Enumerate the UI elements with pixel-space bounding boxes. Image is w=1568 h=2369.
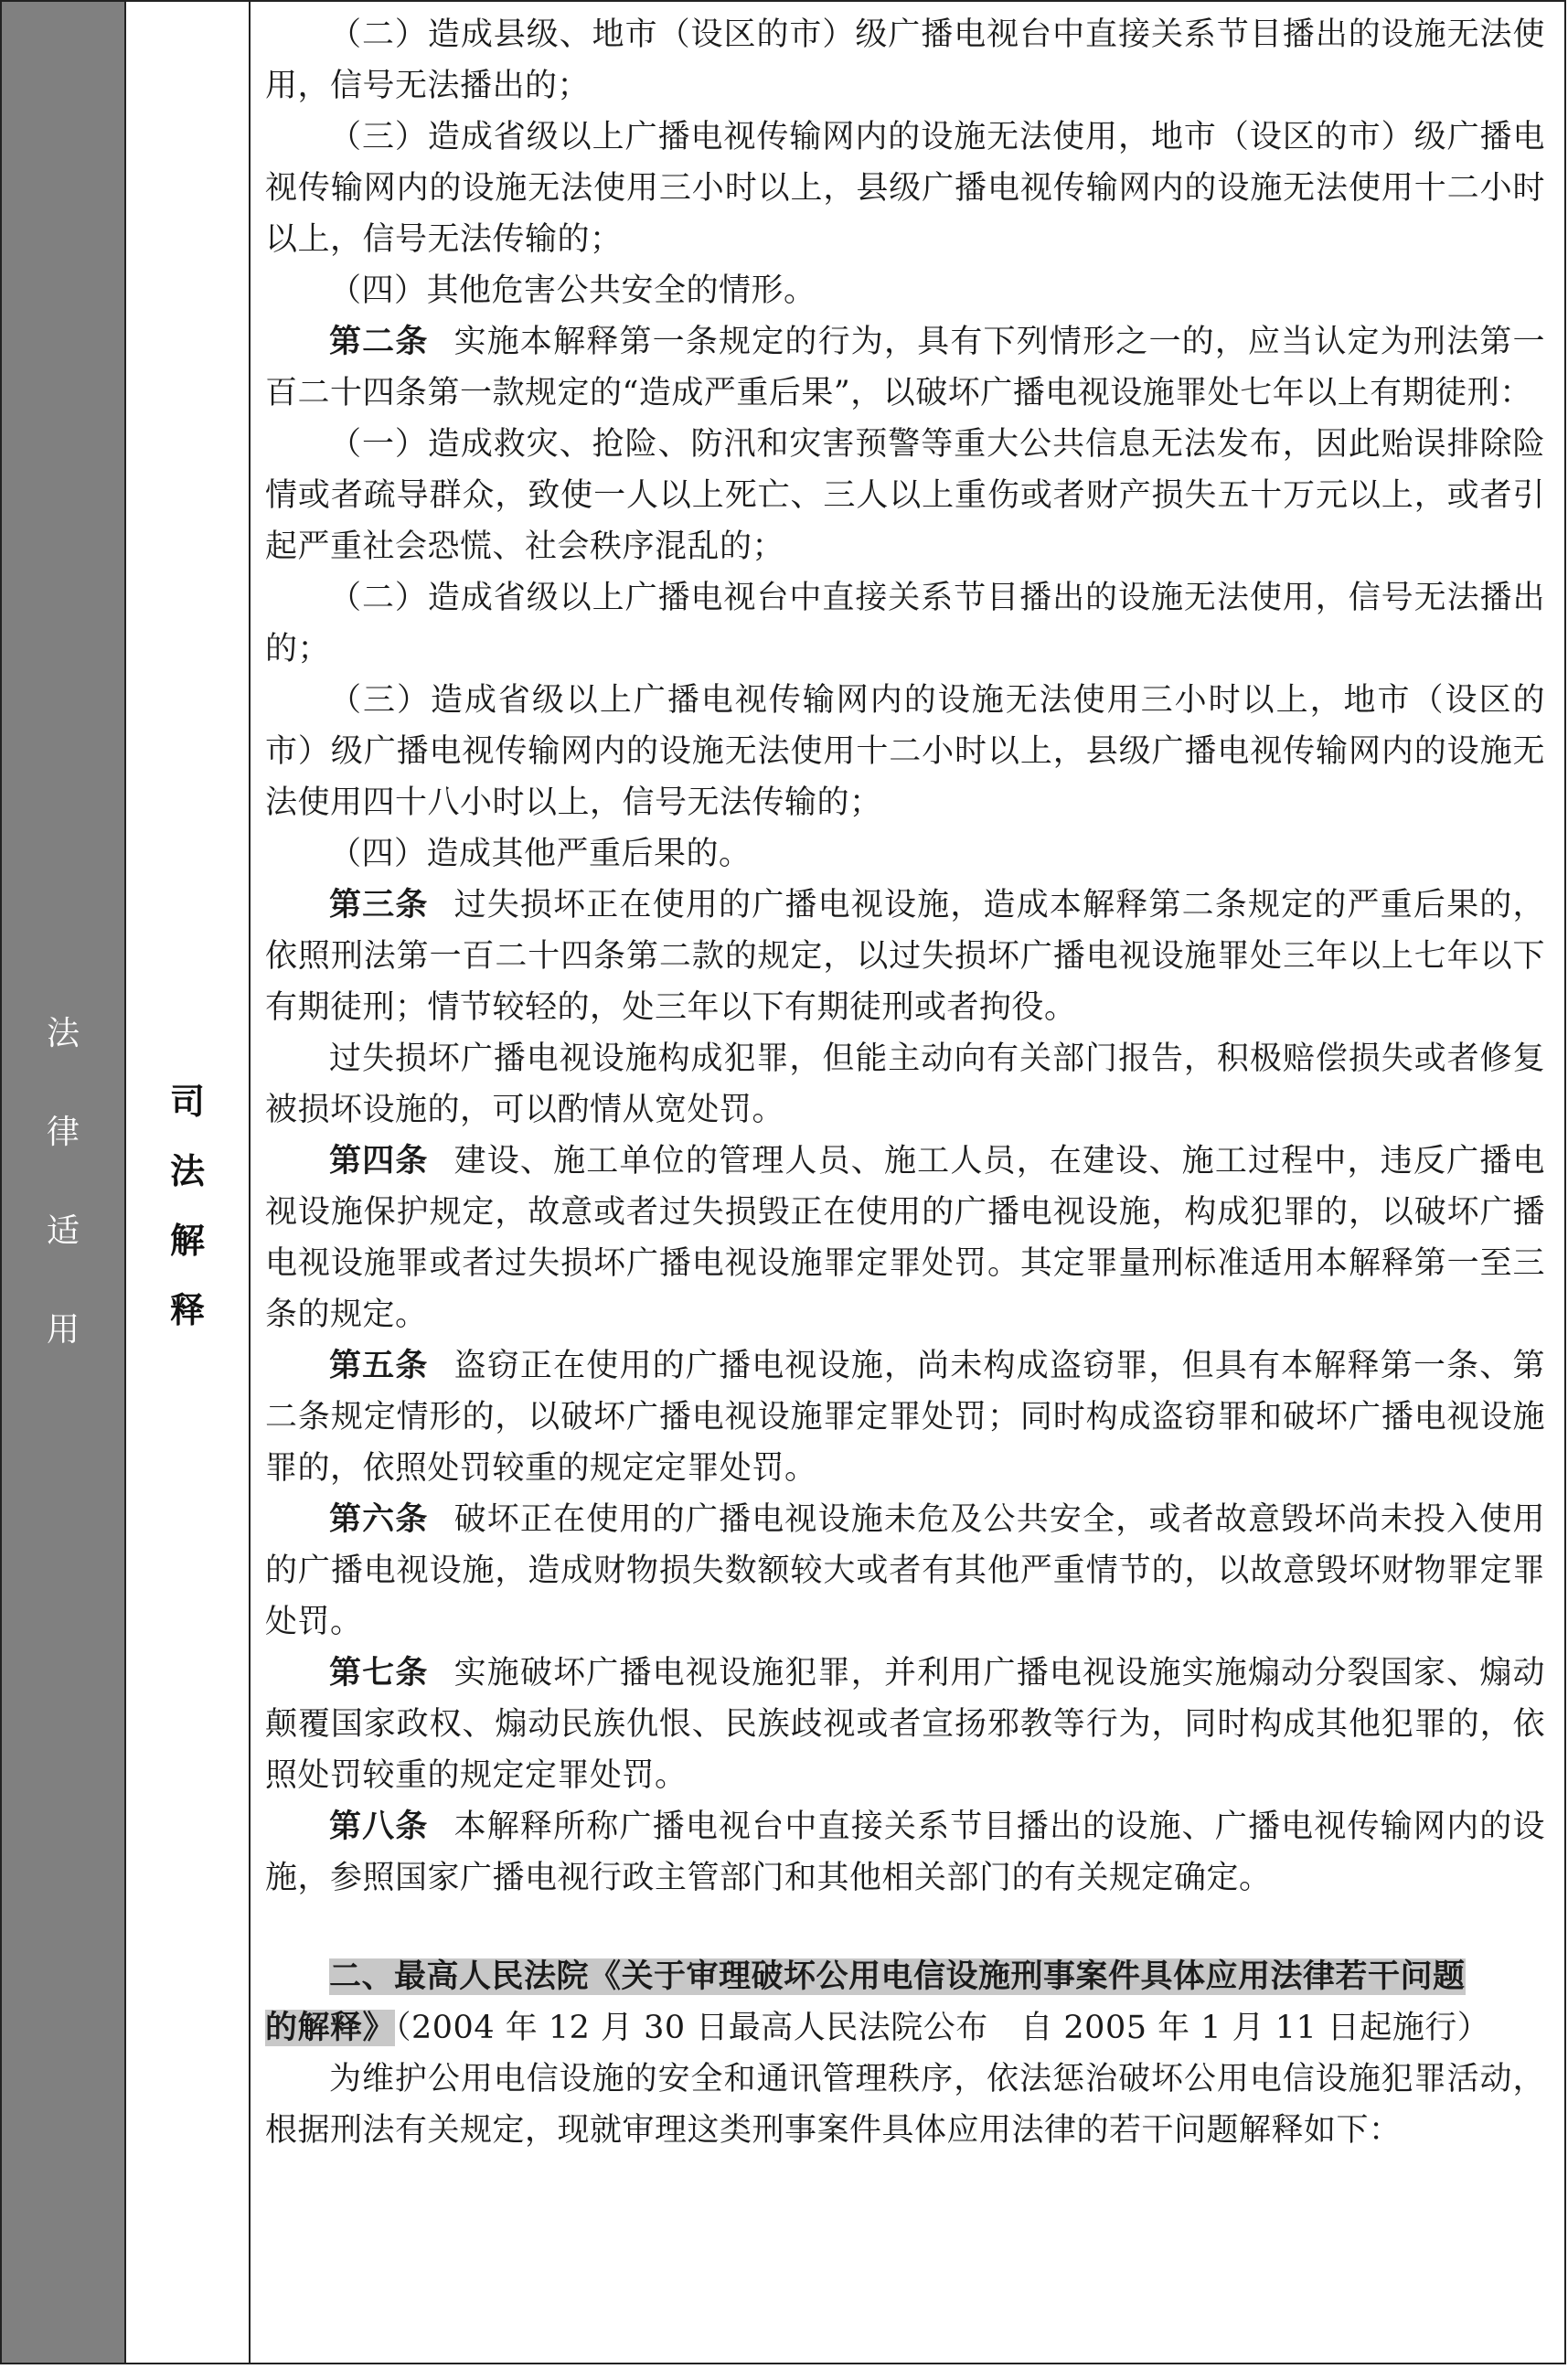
article-label: 第二条	[329, 324, 429, 360]
section-column	[2, 2, 126, 2363]
article-6	[265, 1494, 1545, 1648]
category-label-char: 解	[169, 1221, 205, 1261]
paragraph: 过失损坏广播电视设施构成犯罪，但能主动向有关部门报告，积极赔偿损失或者修复被损坏设施的，可以酌情从宽处罚。	[265, 1040, 1545, 1128]
section-label-char: 用	[46, 1311, 80, 1349]
section-2-heading	[265, 1951, 1545, 2002]
article-label: 第八条	[329, 1809, 429, 1845]
section-label-char: 适	[46, 1212, 80, 1250]
paragraph: （二）造成县级、地市（设区的市）级广播电视台中直接关系节目播出的设施无法使用，信号无法播出的；	[265, 16, 1545, 104]
category-column	[126, 2, 251, 2363]
article-text: 实施本解释第一条规定的行为，具有下列情形之一的，应当认定为刑法第一百二十四条第一款规定的“造成严重后果”，以破坏广播电视设施罪处七年以上有期徒刑：	[265, 324, 1545, 411]
section-label-char: 律	[46, 1114, 80, 1151]
article-text: 本解释所称广播电视台中直接关系节目播出的设施、广播电视传输网内的设施，参照国家广播电视行政主管部门和其他相关部门的有关规定确定。	[265, 1809, 1545, 1896]
article-text: 建设、施工单位的管理人员、施工人员，在建设、施工过程中，违反广播电视设施保护规定，故意或者过失损毁正在使用的广播电视设施，构成犯罪的，以破坏广播电视设施罪或者过失损坏广播电视设施罪定罪处罚。其定罪量刑标准适用本解释第一至三条的规定。	[265, 1143, 1545, 1333]
paragraph: （三）造成省级以上广播电视传输网内的设施无法使用，地市（设区的市）级广播电视传输网内的设施无法使用三小时以上，县级广播电视传输网内的设施无法使用十二小时以上，信号无法传输的；	[265, 119, 1545, 258]
category-label-char: 释	[169, 1290, 205, 1330]
paragraph: （四）造成其他严重后果的。	[329, 836, 752, 872]
article-text: 破坏正在使用的广播电视设施未危及公共安全，或者故意毁坏尚未投入使用的广播电视设施，造成财物损失数额较大或者有其他严重情节的，以故意毁坏财物罪定罪处罚。	[265, 1501, 1545, 1640]
paragraph: （三）造成省级以上广播电视传输网内的设施无法使用三小时以上，地市（设区的市）级广播电视传输网内的设施无法使用十二小时以上，县级广播电视传输网内的设施无法使用四十八小时以上，信号无法传输的；	[265, 682, 1545, 821]
category-label-char: 法	[169, 1151, 205, 1191]
article-7	[265, 1648, 1545, 1801]
paragraph: （四）其他危害公共安全的情形。	[329, 272, 816, 309]
article-8	[265, 1801, 1545, 1904]
article-text: 过失损坏正在使用的广播电视设施，造成本解释第二条规定的严重后果的，依照刑法第一百二十四条第二款的规定，以过失损坏广播电视设施罪处三年以上七年以下有期徒刑；情节较轻的，处三年以下有期徒刑或者拘役。	[265, 887, 1545, 1026]
section-2-title: 二、最高人民法院《关于审理破坏公用电信设施刑事案件具体应用法律若干问题	[329, 1958, 1466, 1995]
article-5	[265, 1340, 1545, 1494]
content-body	[265, 9, 1545, 2156]
article-text: 盗窃正在使用的广播电视设施，尚未构成盗窃罪，但具有本解释第一条、第二条规定情形的，以破坏广播电视设施罪定罪处罚；同时构成盗窃罪和破坏广播电视设施罪的，依照处罚较重的规定定罪处罚。	[265, 1348, 1545, 1487]
section-label-char: 法	[46, 1015, 80, 1052]
article-3	[265, 880, 1545, 1033]
article-label: 第五条	[329, 1348, 429, 1384]
article-label: 第六条	[329, 1501, 429, 1538]
article-label: 第七条	[329, 1655, 429, 1691]
section-2-note: （2004 年 12 月 30 日最高人民法院公布 自 2005 年 1 月 11 日起施行）	[395, 2010, 1490, 2046]
spacer	[265, 1904, 1545, 1951]
section-2-title-end: 的解释》	[265, 2010, 396, 2046]
paragraph: （二）造成省级以上广播电视台中直接关系节目播出的设施无法使用，信号无法播出的；	[265, 580, 1545, 667]
category-label-char: 司	[169, 1082, 205, 1122]
paragraph: （一）造成救灾、抢险、防汛和灾害预警等重大公共信息无法发布，因此贻误排除险情或者疏导群众，致使一人以上死亡、三人以上重伤或者财产损失五十万元以上，或者引起严重社会恐慌、社会秩序混乱的；	[265, 426, 1545, 565]
article-text: 实施破坏广播电视设施犯罪，并利用广播电视设施实施煽动分裂国家、煽动颠覆国家政权、煽动民族仇恨、民族歧视或者宣扬邪教等行为，同时构成其他犯罪的，依照处罚较重的规定定罪处罚。	[265, 1655, 1545, 1794]
category-label	[126, 1067, 249, 1345]
section-2-heading-cont	[265, 2002, 1545, 2054]
article-2	[265, 316, 1545, 419]
article-label: 第三条	[329, 887, 429, 923]
article-4	[265, 1136, 1545, 1340]
section-label	[2, 985, 124, 1380]
article-label: 第四条	[329, 1143, 429, 1179]
paragraph: 为维护公用电信设施的安全和通讯管理秩序，依法惩治破坏公用电信设施犯罪活动，根据刑法有关规定，现就审理这类刑事案件具体应用法律的若干问题解释如下：	[265, 2061, 1545, 2149]
